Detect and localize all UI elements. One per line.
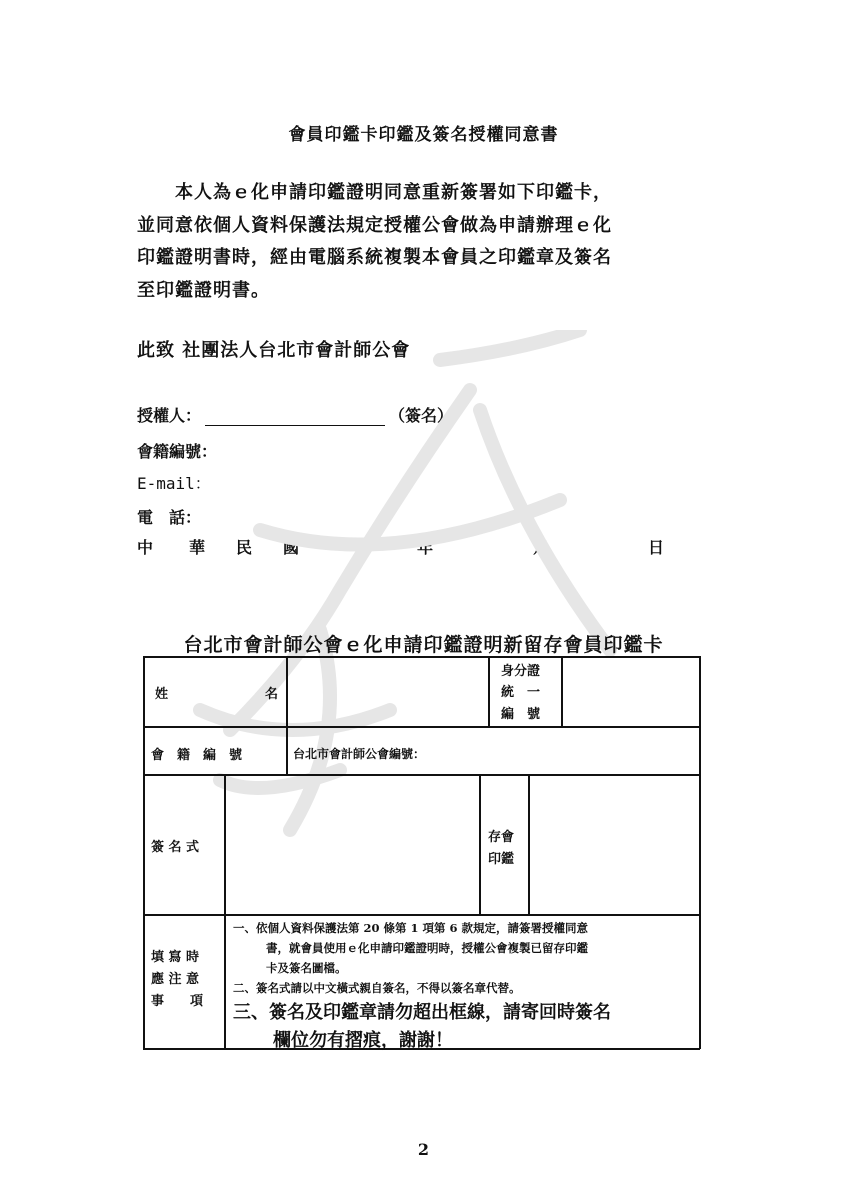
id-label-3: 編 號 xyxy=(501,707,541,722)
consent-paragraph-line-1: 本人為ｅ化申請印鑑證明同意重新簽署如下印鑑卡， xyxy=(175,182,612,203)
consent-paragraph-line-3: 印鑑證明書時，經由電腦系統複製本會員之印鑑章及簽名 xyxy=(137,247,612,268)
seal-label-1: 存會 xyxy=(488,830,515,845)
signature-label: 簽 名 式 xyxy=(151,840,200,855)
document-title: 會員印鑑卡印鑑及簽名授權同意書 xyxy=(288,125,559,145)
date-guo: 國 xyxy=(283,538,300,557)
phone-label: 電 話： xyxy=(137,508,202,527)
page-number: 2 xyxy=(417,1140,430,1159)
date-zh: 中 xyxy=(137,538,154,557)
date-year: 年 xyxy=(417,538,434,557)
date-month: 月 xyxy=(533,538,550,557)
card-title: 台北市會計師公會ｅ化申請印鑑證明新留存會員印鑑卡 xyxy=(183,634,664,656)
date-hua: 華 xyxy=(189,538,206,557)
consent-paragraph-line-4: 至印鑑證明書。 xyxy=(137,280,270,301)
signature-box[interactable] xyxy=(231,780,473,910)
note-1-line-1: 一、依個人資料保護法第 20 條第 1 項第 6 款規定，請簽署授權同意 xyxy=(233,921,589,935)
id-label-1: 身分證 xyxy=(501,664,541,679)
date-min: 民 xyxy=(236,538,253,557)
sign-note: （簽名） xyxy=(389,406,454,425)
date-day: 日 xyxy=(648,538,665,557)
consent-paragraph-line-2: 並同意依個人資料保護法規定授權公會做為申請辦理ｅ化 xyxy=(137,215,612,236)
addressee: 此致 社團法人台北市會計師公會 xyxy=(137,340,411,361)
seal-box[interactable] xyxy=(535,780,693,910)
note-1-line-3: 卡及簽名圖檔。 xyxy=(266,961,347,975)
notes-label-2: 應 注 意 xyxy=(151,972,200,987)
id-number-input[interactable] xyxy=(568,666,693,721)
notes-label-1: 填 寫 時 xyxy=(151,950,200,965)
notes-label-3: 事 項 xyxy=(151,994,204,1009)
note-2: 二、簽名式請以中文橫式親自簽名，不得以簽名章代替。 xyxy=(233,981,521,995)
member-number-value: 台北市會計師公會編號： xyxy=(293,747,426,761)
note-1-line-2: 書，就會員使用ｅ化申請印鑑證明時，授權公會複製已留存印鑑 xyxy=(266,941,588,955)
seal-label-2: 印鑑 xyxy=(488,852,515,867)
note-3-line-2: 欄位勿有摺痕，謝謝！ xyxy=(273,1030,453,1051)
authorizer-signature-line[interactable] xyxy=(205,409,385,426)
member-number-row-label: 會 籍 編 號 xyxy=(151,748,243,763)
authorizer-field xyxy=(137,403,453,426)
name-input[interactable] xyxy=(293,666,483,721)
name-label-2: 名 xyxy=(265,687,279,702)
notes-list xyxy=(233,918,693,1054)
note-3-line-1: 三、簽名及印鑑章請勿超出框線，請寄回時簽名 xyxy=(233,1002,611,1023)
email-label: E-mail： xyxy=(137,474,211,493)
name-label-1: 姓 xyxy=(155,687,169,702)
member-number-label: 會籍編號： xyxy=(137,442,218,461)
authorizer-label: 授權人： xyxy=(137,406,202,425)
id-label-2: 統 一 xyxy=(501,685,541,700)
